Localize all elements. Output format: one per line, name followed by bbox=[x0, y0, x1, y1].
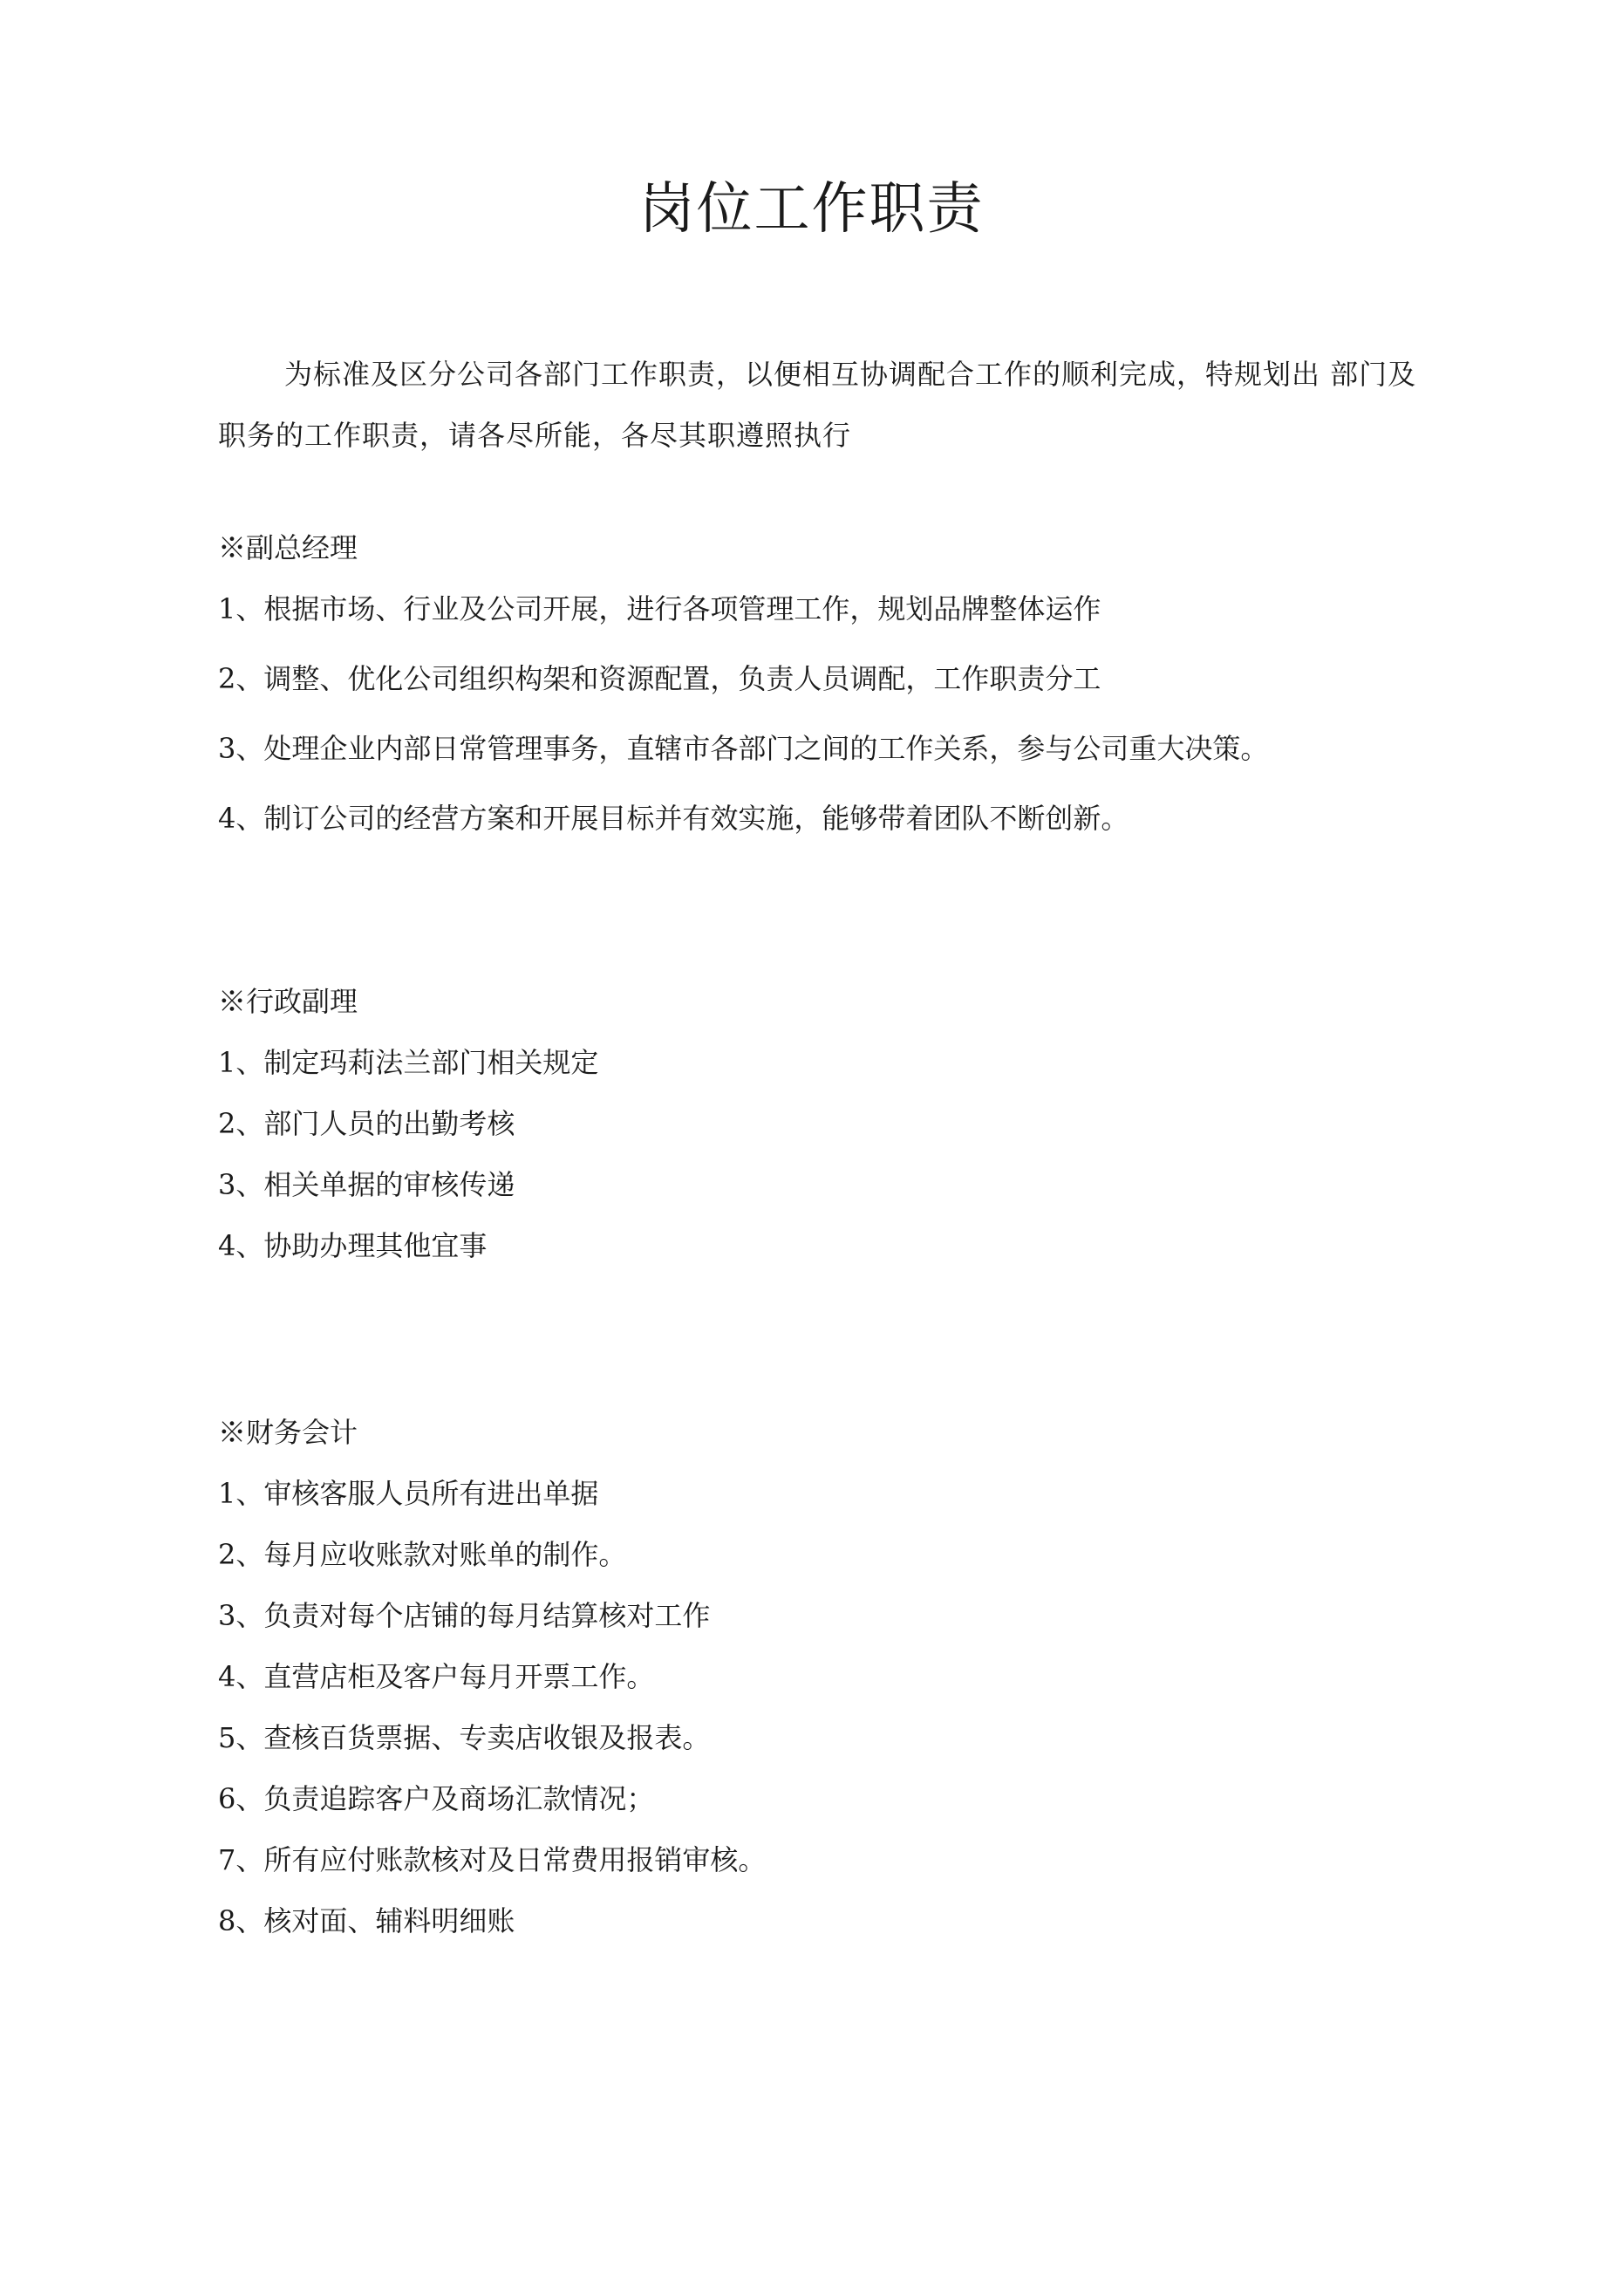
list-item: 3、处理企业内部日常管理事务，直辖市各部门之间的工作关系，参与公司重大决策。 bbox=[218, 732, 1269, 765]
list-item: 2、部门人员的出勤考核 bbox=[218, 1107, 515, 1140]
list-item: 4、制订公司的经营方案和开展目标并有效实施，能够带着团队不断创新。 bbox=[218, 802, 1129, 835]
list-item: 4、直营店柜及客户每月开票工作。 bbox=[218, 1660, 655, 1693]
list-item: 7、所有应付账款核对及日常费用报销审核。 bbox=[218, 1843, 767, 1876]
list-item: 5、查核百货票据、专卖店收银及报表。 bbox=[218, 1721, 711, 1754]
duty-list bbox=[218, 1476, 1439, 1965]
list-item: 1、制定玛莉法兰部门相关规定 bbox=[218, 1046, 599, 1079]
duty-list bbox=[218, 591, 1439, 871]
section-finance-accountant bbox=[218, 1415, 1439, 1965]
document-title: 岗位工作职责 bbox=[638, 177, 985, 242]
list-item: 6、负责追踪客户及商场汇款情况； bbox=[218, 1782, 655, 1815]
section-heading: ※财务会计 bbox=[218, 1416, 358, 1449]
list-item: 3、相关单据的审核传递 bbox=[218, 1168, 515, 1201]
list-item: 1、审核客服人员所有进出单据 bbox=[218, 1477, 599, 1510]
duty-list bbox=[218, 1045, 1439, 1289]
list-item: 2、调整、优化公司组织构架和资源配置，负责人员调配，工作职责分工 bbox=[218, 662, 1101, 695]
intro-paragraph: 为标准及区分公司各部门工作职责，以便相互协调配合工作的顺利完成，特规划出 部门及职务的工作职责，请各尽所能，各尽其职遵照执行 bbox=[218, 358, 1417, 452]
section-heading: ※行政副理 bbox=[218, 985, 358, 1018]
section-admin-deputy-manager bbox=[218, 984, 1439, 1289]
section-heading: ※副总经理 bbox=[218, 531, 358, 564]
list-item: 8、核对面、辅料明细账 bbox=[218, 1904, 515, 1937]
list-item: 2、每月应收账款对账单的制作。 bbox=[218, 1538, 627, 1571]
list-item: 4、协助办理其他宜事 bbox=[218, 1229, 488, 1262]
list-item: 3、负责对每个店铺的每月结算核对工作 bbox=[218, 1599, 711, 1632]
section-deputy-general-manager bbox=[218, 530, 1439, 871]
list-item: 1、根据市场、行业及公司开展，进行各项管理工作，规划品牌整体运作 bbox=[218, 592, 1101, 625]
